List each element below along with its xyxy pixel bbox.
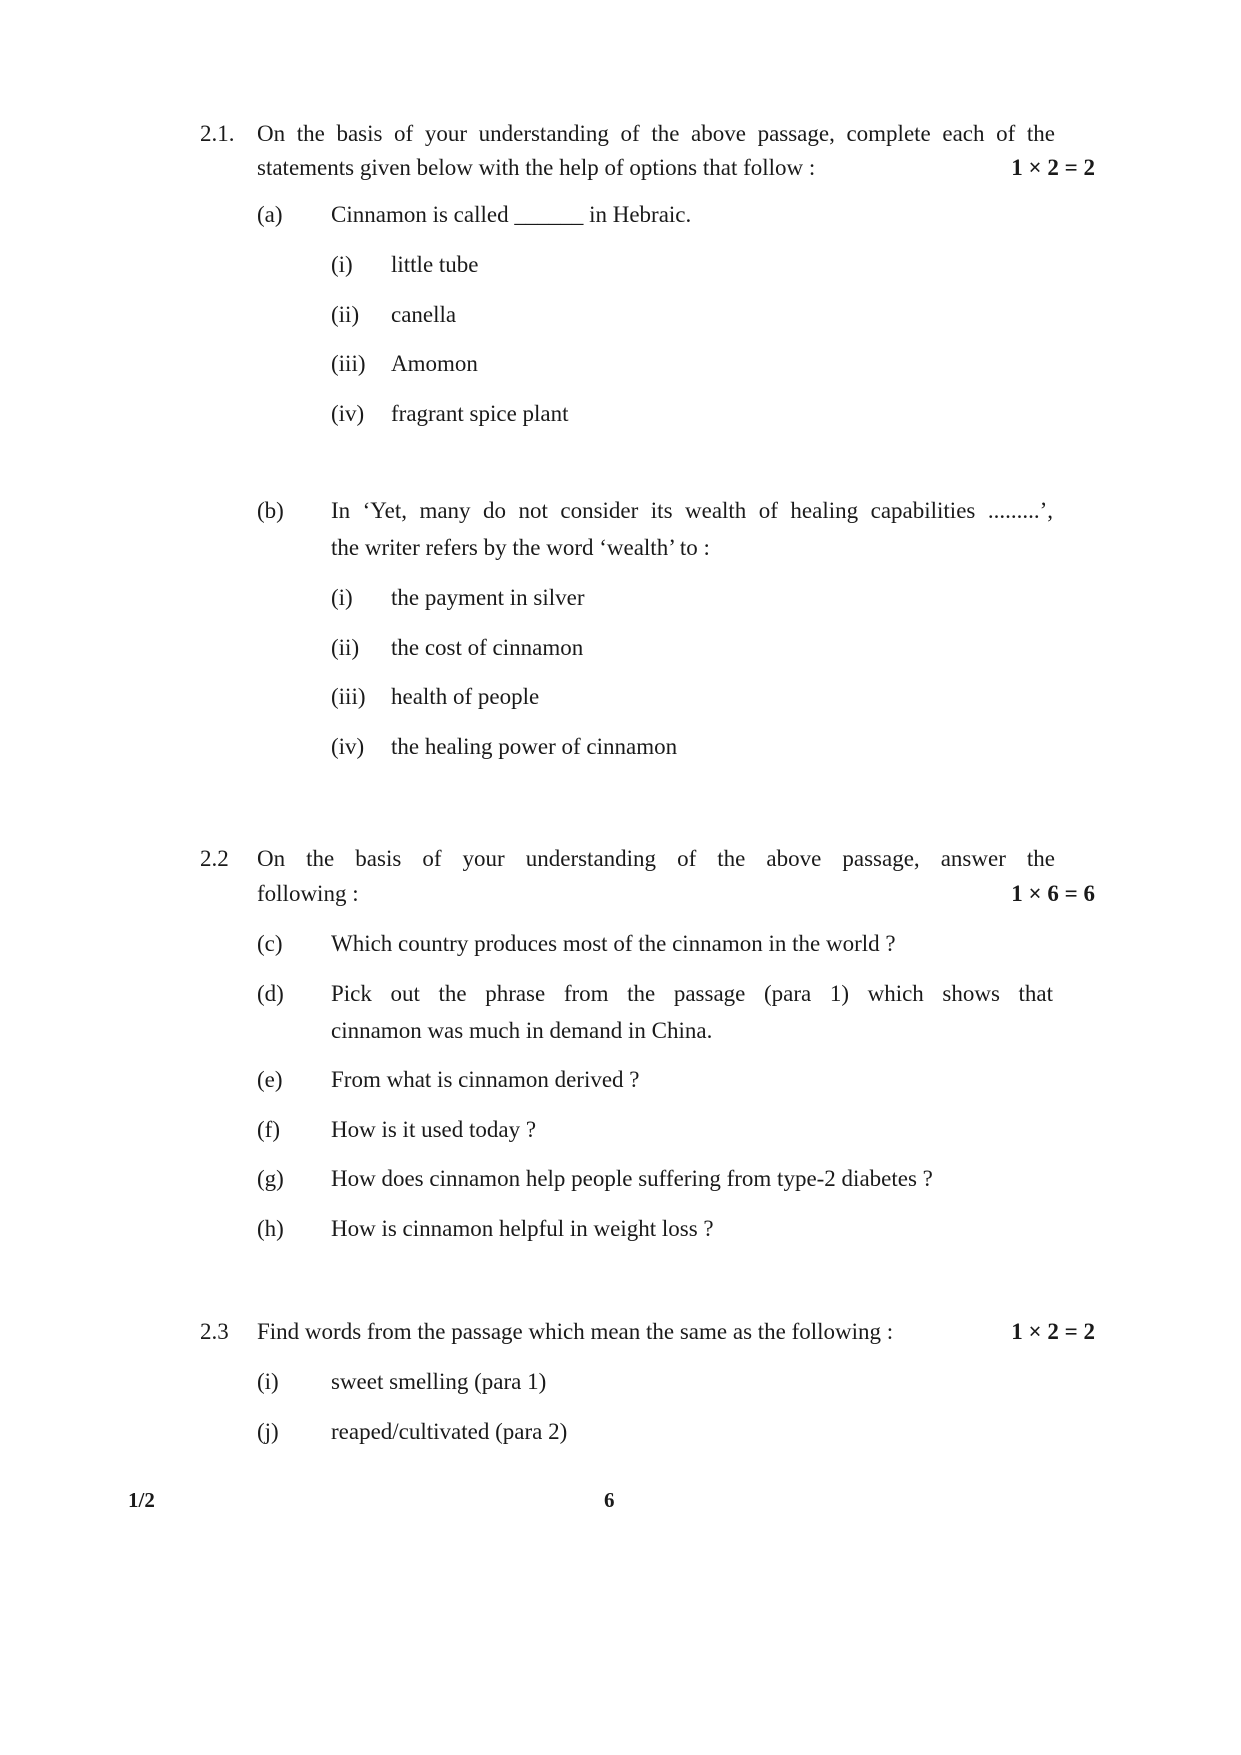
item-j-text: reaped/cultivated (para 2) bbox=[331, 1419, 568, 1444]
option-b-ii-text: the cost of cinnamon bbox=[391, 635, 584, 660]
option-b-ii-label: (ii) bbox=[331, 635, 360, 660]
item-f-text: How is it used today ? bbox=[331, 1117, 537, 1142]
item-h-text: How is cinnamon helpful in weight loss ? bbox=[331, 1216, 714, 1241]
footer-paper-code: 1/2 bbox=[128, 1488, 155, 1512]
item-i-text: sweet smelling (para 1) bbox=[331, 1369, 547, 1394]
question-number-2-2: 2.2 bbox=[200, 846, 229, 871]
option-a-iv-text: fragrant spice plant bbox=[391, 401, 569, 426]
question-2-2-stem-line2: following : bbox=[257, 881, 359, 906]
option-b-iii-text: health of people bbox=[391, 684, 540, 709]
item-d-label: (d) bbox=[257, 981, 284, 1006]
question-2-3-stem: Find words from the passage which mean the same as the following : bbox=[257, 1319, 894, 1344]
option-b-i-text: the payment in silver bbox=[391, 585, 585, 610]
item-c-text: Which country produces most of the cinnamon in the world ? bbox=[331, 931, 896, 956]
option-b-iv-label: (iv) bbox=[331, 734, 365, 759]
item-h-label: (h) bbox=[257, 1216, 284, 1241]
question-number-2-1: 2.1. bbox=[200, 121, 235, 146]
item-c-label: (c) bbox=[257, 931, 283, 956]
option-a-i-text: little tube bbox=[391, 252, 479, 277]
item-g-label: (g) bbox=[257, 1166, 284, 1191]
option-b-iv-text: the healing power of cinnamon bbox=[391, 734, 678, 759]
option-a-iii-label: (iii) bbox=[331, 351, 366, 376]
item-j-label: (j) bbox=[257, 1419, 279, 1444]
question-2-1-marks: 1 × 2 = 2 bbox=[1011, 155, 1095, 180]
question-2-3-marks: 1 × 2 = 2 bbox=[1011, 1319, 1095, 1344]
item-f-label: (f) bbox=[257, 1117, 280, 1142]
item-g-text: How does cinnamon help people suffering from type-2 diabetes ? bbox=[331, 1166, 933, 1191]
item-b-text-line2: the writer refers by the word ‘wealth’ to : bbox=[331, 535, 710, 560]
option-b-iii-label: (iii) bbox=[331, 684, 366, 709]
item-a-label: (a) bbox=[257, 202, 283, 227]
item-b-text-line1: In ‘Yet, many do not consider its wealth of healing capabilities .........’, bbox=[331, 498, 1053, 523]
item-a-text: Cinnamon is called ______ in Hebraic. bbox=[331, 202, 692, 227]
item-b-label: (b) bbox=[257, 498, 284, 523]
option-a-i-label: (i) bbox=[331, 252, 353, 277]
option-a-ii-label: (ii) bbox=[331, 302, 360, 327]
footer-page-number: 6 bbox=[604, 1488, 615, 1512]
question-number-2-3: 2.3 bbox=[200, 1319, 229, 1344]
option-a-iv-label: (iv) bbox=[331, 401, 365, 426]
item-d-text-line2: cinnamon was much in demand in China. bbox=[331, 1018, 713, 1043]
item-e-text: From what is cinnamon derived ? bbox=[331, 1067, 640, 1092]
question-2-1-stem-line2: statements given below with the help of options that follow : bbox=[257, 155, 816, 180]
item-i-label: (i) bbox=[257, 1369, 279, 1394]
item-d-text-line1: Pick out the phrase from the passage (para 1) which shows that bbox=[331, 981, 1053, 1006]
question-2-1-stem-line1: On the basis of your understanding of the above passage, complete each of the bbox=[257, 121, 1055, 146]
option-a-ii-text: canella bbox=[391, 302, 457, 327]
item-e-label: (e) bbox=[257, 1067, 283, 1092]
question-2-2-stem-line1: On the basis of your understanding of the above passage, answer the bbox=[257, 846, 1055, 871]
question-2-2-marks: 1 × 6 = 6 bbox=[1011, 881, 1095, 906]
option-a-iii-text: Amomon bbox=[391, 351, 478, 376]
option-b-i-label: (i) bbox=[331, 585, 353, 610]
